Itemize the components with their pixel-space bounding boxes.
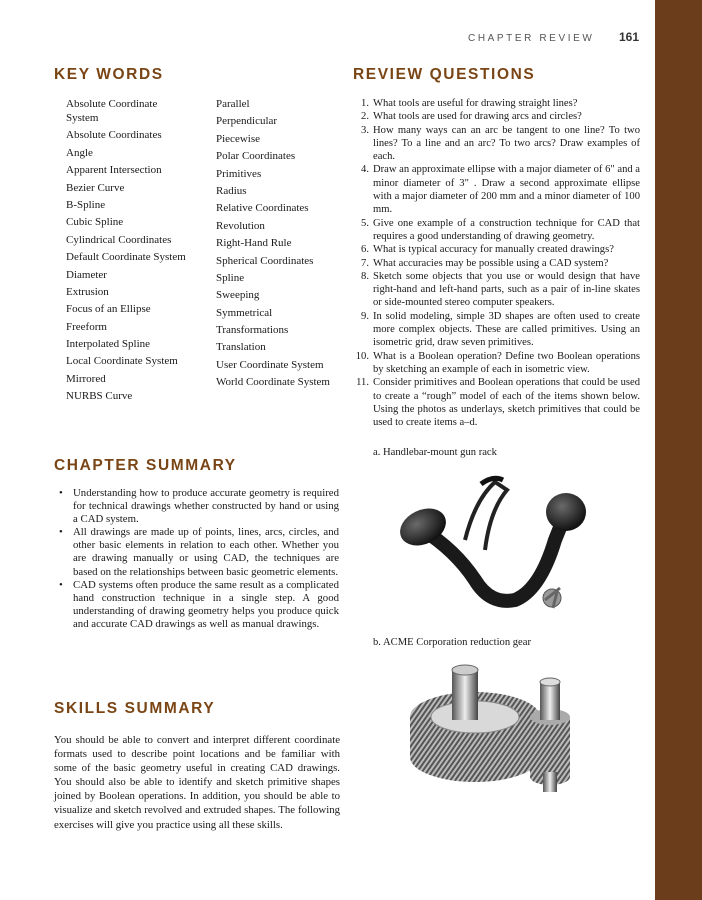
question-number: 11. <box>356 377 369 389</box>
review-question <box>342 376 640 429</box>
question-text: Give one example of a construction technique for CAD that requires a good understanding of drawing geometry. <box>373 217 640 242</box>
summary-bullet-text: All drawings are made up of points, lines, arcs, circles, and other basic elements in relation to each other. Whether you are drawing manually or using CAD, the techniques are based on the relationships between basic geometric elements. <box>73 526 339 578</box>
key-word: Default Coordinate System <box>66 251 186 264</box>
summary-bullet-text: CAD systems often produce the same result as a complicated hand construction technique in a single step. A good understanding of drawing geometry helps you produce quick and accurate CAD drawings as well as manual drawings. <box>73 578 339 630</box>
review-question <box>342 310 640 350</box>
key-word: Mirrored <box>66 372 106 385</box>
key-word: Perpendicular <box>216 115 278 128</box>
key-word: World Coordinate System <box>216 376 330 389</box>
bullet-icon: • <box>59 578 63 591</box>
key-words-heading: KEY WORDS <box>54 66 164 83</box>
key-word: Angle <box>66 146 93 159</box>
photo-a-caption: a. Handlebar-mount gun rack <box>373 447 497 458</box>
key-word: Local Coordinate System <box>66 355 178 368</box>
review-question <box>342 217 640 244</box>
chapter-summary-heading: CHAPTER SUMMARY <box>54 457 237 474</box>
key-words-column-1 <box>66 97 191 407</box>
question-number: 4. <box>361 164 369 176</box>
question-number: 7. <box>361 257 369 269</box>
key-word: Focus of an Ellipse <box>66 303 151 316</box>
chapter-edge-tab <box>655 0 702 900</box>
key-word: Cubic Spline <box>66 216 124 229</box>
question-number: 3. <box>361 124 369 136</box>
key-word: Spherical Coordinates <box>216 254 314 267</box>
key-words-column-2 <box>216 97 346 393</box>
key-word: Revolution <box>216 219 265 232</box>
key-word: Freeform <box>66 320 107 333</box>
question-number: 9. <box>361 310 369 322</box>
key-word: Bezier Curve <box>66 181 125 194</box>
key-word: Absolute Coordinates <box>66 129 162 142</box>
summary-bullet <box>55 487 339 526</box>
question-number: 2. <box>361 111 369 123</box>
key-word: Apparent Intersection <box>66 164 162 177</box>
review-question <box>342 97 640 110</box>
key-word: Spline <box>216 271 245 284</box>
review-question <box>342 270 640 310</box>
review-question <box>342 163 640 216</box>
key-word: Sweeping <box>216 289 260 302</box>
question-number: 6. <box>361 244 369 256</box>
key-word: Primitives <box>216 167 262 180</box>
key-word: NURBS Curve <box>66 390 133 403</box>
key-word: Symmetrical <box>216 306 273 319</box>
question-text: What accuracies may be possible using a CAD system? <box>373 257 609 269</box>
summary-bullet <box>55 579 339 631</box>
key-word: Transformations <box>216 324 289 337</box>
key-word: Interpolated Spline <box>66 338 151 351</box>
key-word: B-Spline <box>66 198 106 211</box>
bullet-icon: • <box>59 487 63 499</box>
summary-bullet-text: Understanding how to produce accurate geometry is required for technical drawings whether constructed by hand or using a CAD system. <box>73 487 339 526</box>
question-number: 1. <box>361 98 369 109</box>
question-number: 5. <box>361 217 369 229</box>
bullet-icon: • <box>59 526 63 539</box>
reduction-gear-photo <box>405 662 585 797</box>
key-word: Translation <box>216 341 266 354</box>
key-word: Piecewise <box>216 132 260 145</box>
page-number: 161 <box>619 30 640 44</box>
running-header: CHAPTER REVIEW <box>468 33 595 44</box>
question-number: 10. <box>355 350 369 362</box>
skills-summary-heading: SKILLS SUMMARY <box>54 700 216 717</box>
question-text: Draw an approximate ellipse with a major diameter of 6" and a minor diameter of 3" . Draw a second approximate ellipse with a major diameter of 200 mm and a minor diameter of 100 mm. <box>373 164 641 216</box>
question-text: What tools are useful for drawing straight lines? <box>373 98 578 109</box>
summary-bullet <box>55 526 339 578</box>
question-text: Sketch some objects that you use or would design that have right-hand and left-hand parts, such as a pair of in-line skates or side-mounted stereo computer speakers. <box>373 270 640 309</box>
question-text: What tools are used for drawing arcs and circles? <box>373 111 582 123</box>
key-word: Right-Hand Rule <box>216 237 292 250</box>
key-word: Radius <box>216 184 247 197</box>
question-text: Consider primitives and Boolean operations that could be used to create a “rough” model of each of the items shown below. Using the photos as underlays, sketch primitives that could be used to create items a–d. <box>373 377 640 429</box>
key-word: Polar Coordinates <box>216 150 296 163</box>
key-word: Extrusion <box>66 285 109 298</box>
skills-summary-text: You should be able to convert and interpret different coordinate formats used to describe point locations and be familiar with some of the basic geometry useful in creating CAD drawings. You should also be able to identify and sketch primitive shapes joined by Boolean operations. In addition, you should be able to visualize and sketch revolved and extruded shapes. The following exercises will give you practice using all these skills. <box>54 734 340 831</box>
question-text: What is typical accuracy for manually created drawings? <box>373 244 614 256</box>
question-text: In solid modeling, simple 3D shapes are often used to create more complex objects. These are called primitives. Using an isometric grid, draw seven primitives. <box>373 310 640 349</box>
key-word: Absolute Coordinate System <box>66 98 158 124</box>
key-word: Relative Coordinates <box>216 202 309 215</box>
key-word: Parallel <box>216 98 250 110</box>
photo-b-caption: b. ACME Corporation reduction gear <box>373 637 531 648</box>
review-question <box>342 257 640 270</box>
review-question <box>342 243 640 256</box>
review-question <box>342 110 640 123</box>
review-question <box>342 350 640 377</box>
review-questions-list <box>342 97 640 429</box>
review-questions-heading: REVIEW QUESTIONS <box>353 66 536 83</box>
question-number: 8. <box>361 270 369 282</box>
key-word: Cylindrical Coordinates <box>66 233 172 246</box>
gun-rack-photo <box>395 470 590 620</box>
question-text: How many ways can an arc be tangent to one line? To two lines? To a line and an arc? To two arcs? Draw examples of each. <box>373 124 640 163</box>
key-word: Diameter <box>66 268 107 281</box>
review-question <box>342 124 640 164</box>
question-text: What is a Boolean operation? Define two Boolean operations by sketching an example of each in isometric view. <box>373 350 640 375</box>
key-word: User Coordinate System <box>216 358 324 371</box>
chapter-summary-list <box>55 487 339 631</box>
